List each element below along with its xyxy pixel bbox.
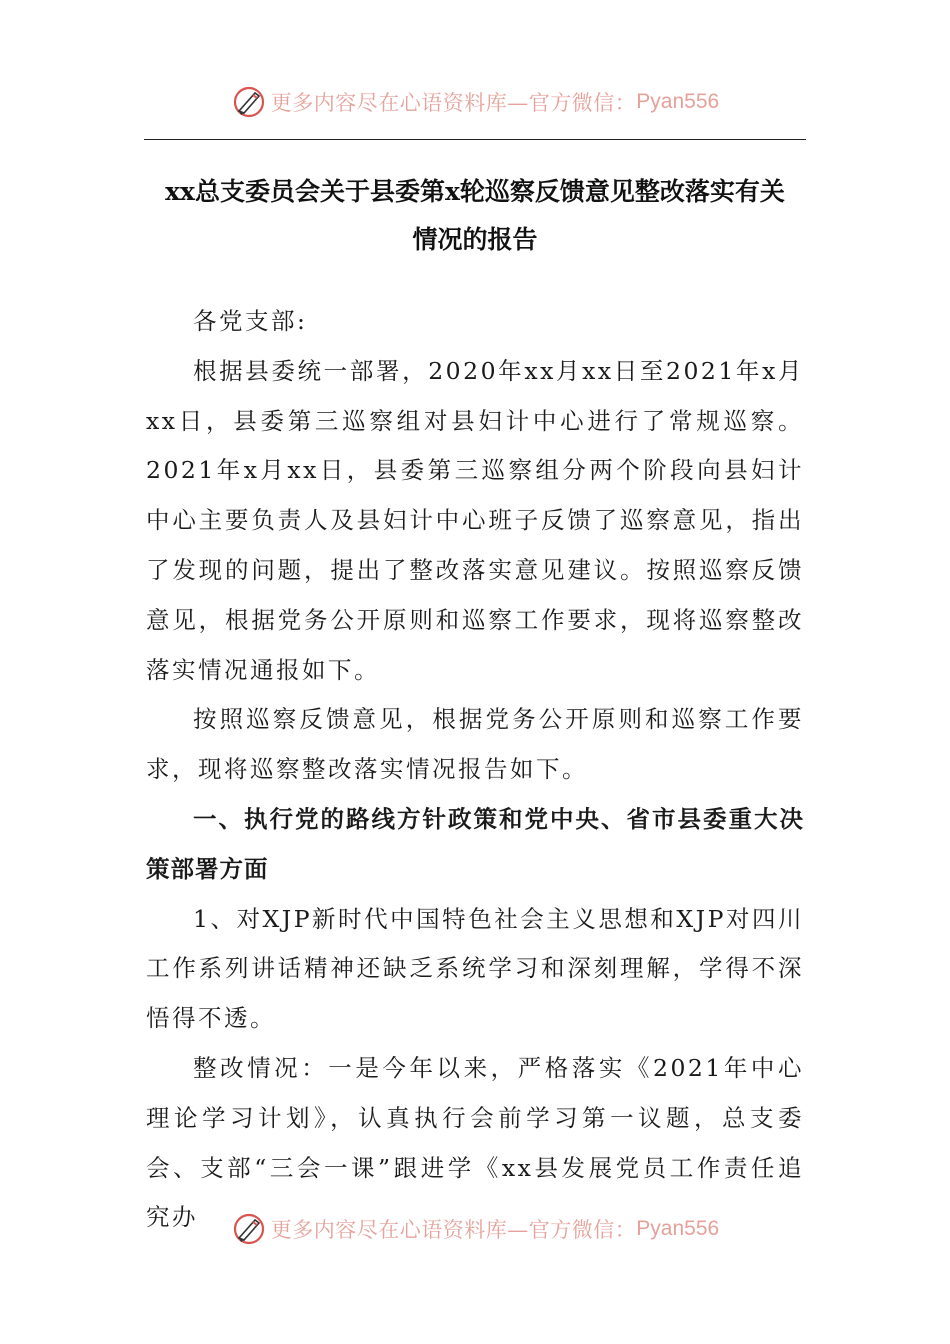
item-1: 1、对XJP新时代中国特色社会主义思想和XJP对四川工作系列讲话精神还缺乏系统学习和深刻理解，学得不深悟得不透。	[146, 904, 804, 1033]
title-line-1: xx总支委员会关于县委第x轮巡察反馈意见整改落实有关	[165, 177, 785, 206]
section-heading: 一、执行党的路线方针政策和党中央、省市县委重大决策部署方面	[146, 804, 804, 883]
banner-text: 更多内容尽在心语资料库—官方微信：	[270, 1218, 637, 1242]
pen-circle-logo-icon	[231, 1211, 267, 1247]
banner-account: Pyan556	[636, 1217, 720, 1240]
banner-text: 更多内容尽在心语资料库—官方微信：	[270, 91, 637, 115]
banner-account: Pyan556	[636, 90, 720, 113]
header-rule	[144, 139, 806, 140]
paragraph-1: 根据县委统一部署，2020年xx月xx日至2021年x月xx日，县委第三巡察组对县妇计中心进行了常规巡察。2021年x月xx日，县委第三巡察组分两个阶段向县妇计中心主要负责人及县妇计中心班子反馈了巡察意见，指出了发现的问题，提出了整改落实意见建议。按照巡察反馈意见，根据党务公开原则和巡察工作要求，现将巡察整改落实情况通报如下。	[146, 356, 804, 684]
pen-circle-logo-icon	[231, 84, 267, 120]
title-line-2: 情况的报告	[412, 225, 538, 254]
salutation: 各党支部:	[193, 307, 308, 335]
header-watermark-banner	[0, 82, 950, 122]
rectification-paragraph: 整改情况：一是今年以来，严格落实《2021年中心理论学习计划》，认真执行会前学习第一议题，总支委会、支部“三会一课”跟进学《xx县发展党员工作责任追究办	[146, 1053, 804, 1232]
document-title	[144, 168, 806, 264]
paragraph-2: 按照巡察反馈意见，根据党务公开原则和巡察工作要求，现将巡察整改落实情况报告如下。	[146, 705, 804, 784]
document-body	[146, 297, 804, 1243]
footer-watermark-banner	[0, 1209, 950, 1249]
